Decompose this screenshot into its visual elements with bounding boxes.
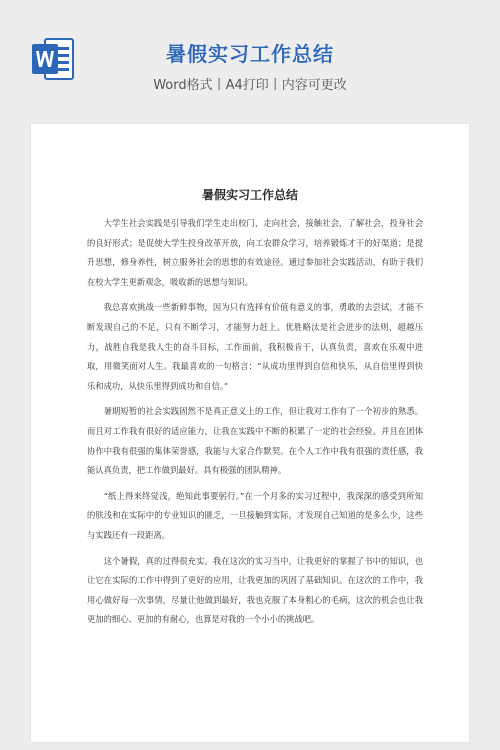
- page-title: 暑假实习工作总结: [166, 42, 334, 66]
- paragraph-3: 暑期短暂的社会实践固然不是真正意义上的工作，但让我对工作有了一个初步的熟悉。而且对工作我有很好的适应能力，让我在实践中不断的积累了一定的社会经验。并且在团体协作中我有很强的集体荣誉感，我能与大家合作默契。在个人工作中我有很强的责任感，我能认真负责，把工作做到最好。具有极强的团队精神。: [87, 406, 423, 476]
- paragraph-1: 大学生社会实践是引导我们学生走出校门，走向社会，接触社会，了解社会，投身社会的良好形式；是促使大学生投身改革开放，向工农群众学习，培养锻炼才干的好渠道；是提升思想，修身养性，树立服务社会的思想的有效途径。通过参加社会实践活动，有助于我们在校大学生更新观念，吸收新的思想与知识。: [87, 218, 423, 287]
- document-title: 暑假实习工作总结: [201, 188, 298, 202]
- header: [0, 0, 500, 110]
- paragraph-4: “纸上得来终觉浅，绝知此事要躬行。”在一个月多的实习过程中，我深深的感受到所知的肤浅和在实际中的专业知识的匮乏，一旦接触到实际，才发现自己知道的是多么少，这些与实践还有一段距离。: [87, 490, 423, 540]
- document-body: [87, 214, 423, 636]
- paragraph-5: 这个暑假，真的过得很充实。我在这次的实习当中，让我更好的掌握了书中的知识，也让它在实际的工作中得到了更好的应用，让我更加的巩固了基础知识。在这次的工作中，我用心做好每一次事情，尽量让他做到最好，我也克服了本身粗心的毛病，这次的机会也让我更加的细心、更加的有耐心，也算是对我的一个小小的挑战吧。: [87, 555, 423, 625]
- document-page: [31, 124, 469, 742]
- paragraph-2: 我总喜欢挑战一些新鲜事物，因为只有选择有价值有意义的事，勇敢的去尝试，才能不断发现自己的不足，只有不断学习，才能努力赶上。优胜略汰是社会进步的法则，超越压力，战胜自我是我人生的奋斗目标，工作面前，我积极肯干，认真负责，喜欢在乐观中进取，用微笑面对人生。我最喜欢的一句格言：“从成功里得到自信和快乐，从自信里得到快乐和成功，从快乐里得到成功和自信。”: [87, 302, 423, 391]
- page-subtitle: Word格式丨A4打印丨内容可更改: [153, 78, 347, 93]
